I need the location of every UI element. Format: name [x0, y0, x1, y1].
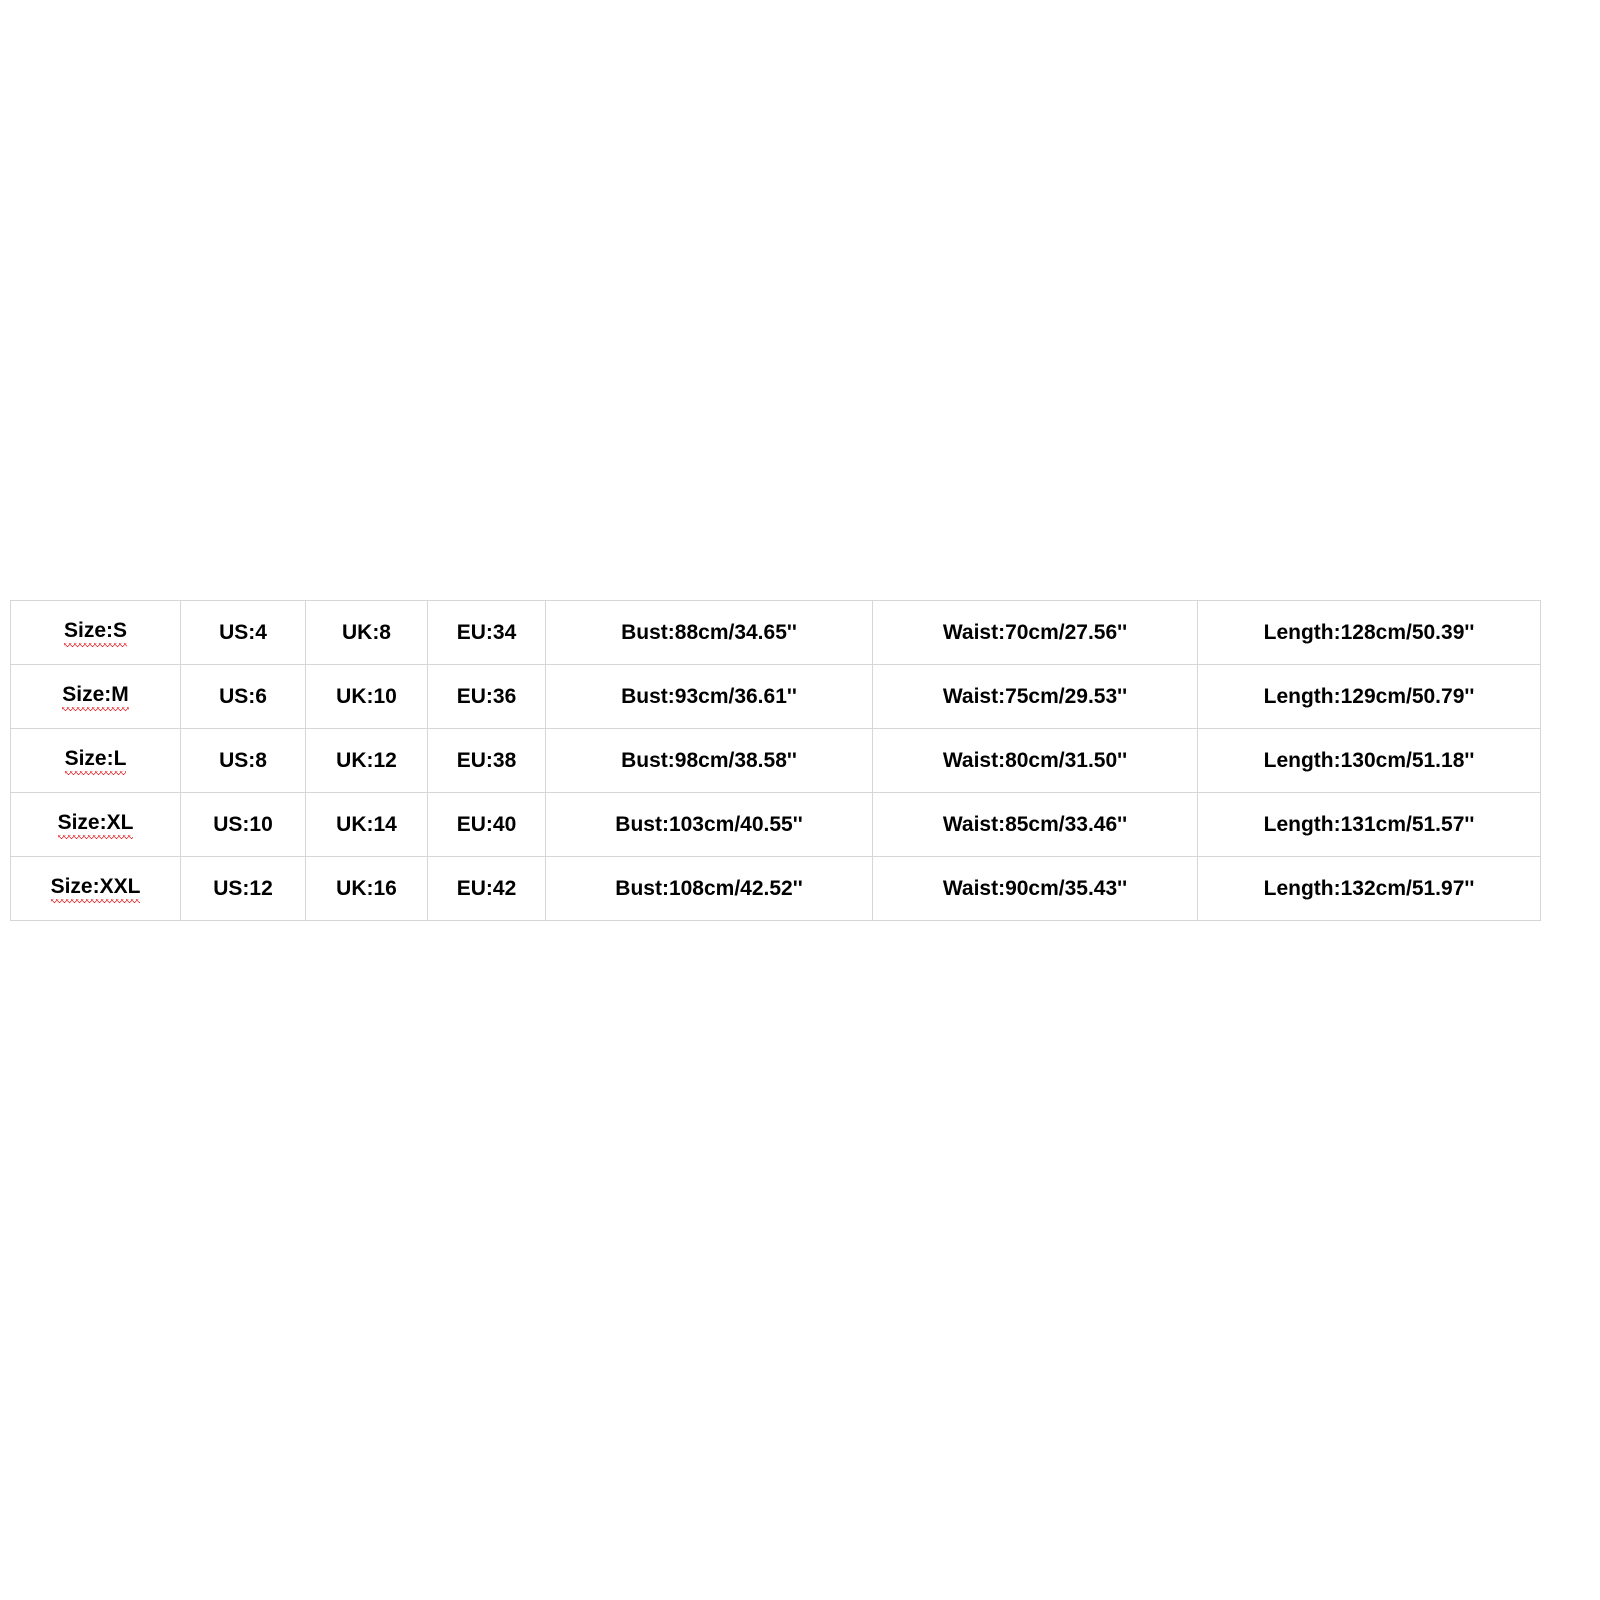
- cell-length: Length:132cm/51.97'': [1198, 857, 1541, 921]
- cell-size: [11, 601, 181, 665]
- cell-eu: EU:42: [428, 857, 546, 921]
- size-chart-body: [11, 601, 1541, 921]
- cell-waist: Waist:85cm/33.46'': [873, 793, 1198, 857]
- cell-uk: UK:10: [306, 665, 428, 729]
- cell-bust: Bust:98cm/38.58'': [546, 729, 873, 793]
- cell-size: [11, 665, 181, 729]
- cell-uk: UK:12: [306, 729, 428, 793]
- cell-eu: EU:34: [428, 601, 546, 665]
- table-row: [11, 793, 1541, 857]
- size-chart-table: [10, 600, 1541, 921]
- table-row: [11, 729, 1541, 793]
- cell-size: [11, 857, 181, 921]
- cell-waist: Waist:90cm/35.43'': [873, 857, 1198, 921]
- table-row: [11, 665, 1541, 729]
- cell-waist: Waist:80cm/31.50'': [873, 729, 1198, 793]
- cell-bust: Bust:108cm/42.52'': [546, 857, 873, 921]
- size-label-misspelled: Size:S: [64, 619, 127, 646]
- cell-length: Length:130cm/51.18'': [1198, 729, 1541, 793]
- cell-us: US:6: [181, 665, 306, 729]
- cell-eu: EU:40: [428, 793, 546, 857]
- cell-size: [11, 793, 181, 857]
- cell-bust: Bust:103cm/40.55'': [546, 793, 873, 857]
- cell-bust: Bust:93cm/36.61'': [546, 665, 873, 729]
- cell-eu: EU:38: [428, 729, 546, 793]
- cell-length: Length:129cm/50.79'': [1198, 665, 1541, 729]
- cell-us: US:12: [181, 857, 306, 921]
- cell-us: US:4: [181, 601, 306, 665]
- cell-uk: UK:16: [306, 857, 428, 921]
- size-label-misspelled: Size:L: [65, 747, 127, 774]
- cell-length: Length:131cm/51.57'': [1198, 793, 1541, 857]
- size-label-misspelled: Size:XXL: [51, 875, 141, 902]
- table-row: [11, 857, 1541, 921]
- table-row: [11, 601, 1541, 665]
- size-label-misspelled: Size:M: [62, 683, 129, 710]
- cell-size: [11, 729, 181, 793]
- cell-bust: Bust:88cm/34.65'': [546, 601, 873, 665]
- cell-waist: Waist:70cm/27.56'': [873, 601, 1198, 665]
- size-chart-container: [10, 600, 1540, 921]
- size-label-misspelled: Size:XL: [58, 811, 134, 838]
- cell-uk: UK:8: [306, 601, 428, 665]
- cell-length: Length:128cm/50.39'': [1198, 601, 1541, 665]
- cell-waist: Waist:75cm/29.53'': [873, 665, 1198, 729]
- cell-us: US:10: [181, 793, 306, 857]
- cell-eu: EU:36: [428, 665, 546, 729]
- cell-us: US:8: [181, 729, 306, 793]
- cell-uk: UK:14: [306, 793, 428, 857]
